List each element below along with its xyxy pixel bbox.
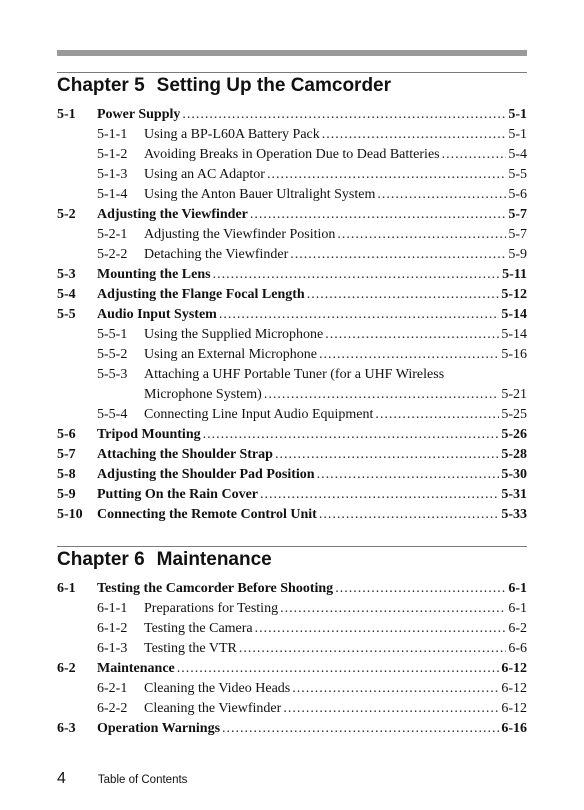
entry-title: Using an External Microphone: [144, 347, 318, 362]
section-number: 5-9: [57, 487, 76, 502]
chapter-number: Chapter 5: [57, 75, 145, 96]
toc-entry[interactable]: [57, 225, 527, 245]
dot-leader: [255, 619, 507, 639]
section-number: 6-3: [57, 721, 76, 736]
dot-leader: [260, 485, 499, 505]
dot-leader: [213, 265, 501, 285]
entry-title: Tripod Mounting: [97, 427, 201, 442]
entry-title: Using the Anton Bauer Ultralight System: [144, 187, 376, 202]
toc-entry[interactable]: [57, 345, 527, 365]
dot-leader: [264, 385, 500, 405]
entry-title: Putting On the Rain Cover: [97, 487, 258, 502]
entry-title: Connecting the Remote Control Unit: [97, 507, 317, 522]
page-ref: 5-11: [502, 267, 527, 282]
dot-leader: [182, 105, 506, 125]
subsection-number: 5-1-1: [97, 127, 128, 142]
subsection-number: 5-5-4: [97, 407, 128, 422]
entry-title: Detaching the Viewfinder: [144, 247, 289, 262]
toc-entry[interactable]: [57, 579, 527, 599]
chapter-6-entries: [57, 579, 527, 739]
entry-title: Using a BP-L60A Battery Pack: [144, 127, 320, 142]
toc-entry[interactable]: [57, 639, 527, 659]
entry-title: Using the Supplied Microphone: [144, 327, 324, 342]
dot-leader: [275, 445, 499, 465]
entry-title: Operation Warnings: [97, 721, 221, 736]
toc-entry[interactable]: [57, 505, 527, 525]
page-ref: 6-6: [508, 641, 527, 656]
toc-entry[interactable]: [57, 105, 527, 125]
toc-entry[interactable]: [57, 719, 527, 739]
dot-leader: [177, 659, 500, 679]
toc-entry[interactable]: [57, 485, 527, 505]
toc-entry[interactable]: [57, 245, 527, 265]
toc-entry[interactable]: [57, 405, 527, 425]
section-number: 6-2: [57, 661, 76, 676]
page-footer: [57, 770, 187, 788]
dot-leader: [319, 505, 499, 525]
entry-title: Adjusting the Shoulder Pad Position: [97, 467, 315, 482]
toc-entry[interactable]: [57, 365, 527, 385]
toc-entry[interactable]: [57, 465, 527, 485]
toc-entry[interactable]: [57, 325, 527, 345]
section-number: 5-7: [57, 447, 76, 462]
toc-entry[interactable]: [57, 599, 527, 619]
page-ref: 5-28: [501, 447, 527, 462]
toc-entry[interactable]: [57, 125, 527, 145]
page-number: 4: [57, 770, 66, 787]
chapter-number: Chapter 6: [57, 549, 145, 570]
dot-leader: [337, 225, 506, 245]
entry-title: Testing the Camera: [144, 621, 253, 636]
dot-leader: [319, 345, 499, 365]
subsection-number: 5-2-2: [97, 247, 128, 262]
entry-title: Maintenance: [97, 661, 175, 676]
toc-entry[interactable]: [57, 659, 527, 679]
top-rule-bar: [57, 50, 527, 56]
section-number: 5-2: [57, 207, 76, 222]
section-number: 5-5: [57, 307, 76, 322]
section-number: 5-3: [57, 267, 76, 282]
toc-entry[interactable]: [57, 165, 527, 185]
page-ref: 5-1: [508, 127, 527, 142]
page-ref: 5-33: [501, 507, 527, 522]
page-ref: 6-1: [508, 601, 527, 616]
page-ref: 5-26: [501, 427, 527, 442]
section-number: 6-1: [57, 581, 76, 596]
subsection-number: 6-1-3: [97, 641, 128, 656]
dot-leader: [375, 405, 499, 425]
page-ref: 5-6: [508, 187, 527, 202]
page-ref: 5-30: [501, 467, 527, 482]
chapter-rule: [57, 72, 527, 73]
toc-entry[interactable]: [57, 425, 527, 445]
entry-title: Using an AC Adaptor: [144, 167, 265, 182]
entry-title: Microphone System): [144, 387, 262, 402]
entry-title: Testing the Camcorder Before Shooting: [97, 581, 334, 596]
section-number: 5-8: [57, 467, 76, 482]
page-ref: 5-4: [508, 147, 527, 162]
section-number: 5-4: [57, 287, 76, 302]
entry-title: Adjusting the Viewfinder: [97, 207, 248, 222]
chapter-title: [57, 74, 527, 98]
dot-leader: [307, 285, 500, 305]
subsection-number: 5-1-3: [97, 167, 128, 182]
dot-leader: [222, 719, 499, 739]
toc-entry[interactable]: [57, 305, 527, 325]
entry-title: Adjusting the Viewfinder Position: [144, 227, 336, 242]
toc-entry[interactable]: [57, 445, 527, 465]
toc-entry[interactable]: [57, 265, 527, 285]
toc-entry[interactable]: [57, 679, 527, 699]
chapter-rule: [57, 546, 527, 547]
subsection-number: 5-5-1: [97, 327, 128, 342]
page-ref: 6-12: [501, 681, 527, 696]
page-ref: 5-5: [508, 167, 527, 182]
toc-entry[interactable]: [57, 145, 527, 165]
subsection-number: 6-2-2: [97, 701, 128, 716]
dot-leader: [250, 205, 506, 225]
subsection-number: 5-5-3: [97, 367, 128, 382]
page-ref: 6-12: [501, 661, 527, 676]
dot-leader: [267, 165, 506, 185]
page-ref: 5-7: [508, 227, 527, 242]
dot-leader: [442, 145, 507, 165]
chapter-title: [57, 548, 527, 572]
entry-title: Avoiding Breaks in Operation Due to Dead Batteries: [144, 147, 440, 162]
entry-title: Power Supply: [97, 107, 181, 122]
subsection-number: 6-1-1: [97, 601, 128, 616]
entry-title: Attaching the Shoulder Strap: [97, 447, 273, 462]
page-ref: 5-14: [501, 307, 527, 322]
page-ref: 5-16: [501, 347, 527, 362]
page-ref: 5-21: [501, 387, 527, 402]
chapter-name: Maintenance: [156, 549, 272, 570]
entry-title: Adjusting the Flange Focal Length: [97, 287, 305, 302]
footer-label: Table of Contents: [97, 774, 188, 786]
dot-leader: [322, 125, 507, 145]
page-ref: 5-14: [501, 327, 527, 342]
toc-entry[interactable]: [57, 619, 527, 639]
page-ref: 5-12: [501, 287, 527, 302]
toc-entry[interactable]: [57, 205, 527, 225]
subsection-number: 6-2-1: [97, 681, 128, 696]
page-ref: 6-1: [508, 581, 527, 596]
toc-entry[interactable]: [57, 385, 527, 405]
page-ref: 5-31: [501, 487, 527, 502]
dot-leader: [283, 699, 499, 719]
entry-title: Preparations for Testing: [144, 601, 279, 616]
page-ref: 5-1: [508, 107, 527, 122]
chapter-5-entries: [57, 105, 527, 525]
entry-title: Cleaning the Video Heads: [144, 681, 291, 696]
entry-title: Attaching a UHF Portable Tuner (for a UHF Wireless: [144, 367, 445, 382]
section-number: 5-10: [57, 507, 83, 522]
dot-leader: [325, 325, 499, 345]
section-number: 5-6: [57, 427, 76, 442]
subsection-number: 6-1-2: [97, 621, 128, 636]
subsection-number: 5-5-2: [97, 347, 128, 362]
toc-entry[interactable]: [57, 285, 527, 305]
section-number: 5-1: [57, 107, 76, 122]
subsection-number: 5-1-2: [97, 147, 128, 162]
page-ref: 6-12: [501, 701, 527, 716]
page-ref: 6-2: [508, 621, 527, 636]
dot-leader: [377, 185, 506, 205]
subsection-number: 5-2-1: [97, 227, 128, 242]
chapter-name: Setting Up the Camcorder: [156, 75, 392, 96]
dot-leader: [317, 465, 500, 485]
entry-title: Mounting the Lens: [97, 267, 211, 282]
dot-leader: [219, 305, 500, 325]
entry-title: Connecting Line Input Audio Equipment: [144, 407, 374, 422]
dot-leader: [280, 599, 506, 619]
entry-title: Cleaning the Viewfinder: [144, 701, 282, 716]
toc-entry[interactable]: [57, 699, 527, 719]
dot-leader: [292, 679, 499, 699]
toc-entry[interactable]: [57, 185, 527, 205]
page-ref: 6-16: [501, 721, 527, 736]
chapter-5-heading: [57, 72, 527, 98]
subsection-number: 5-1-4: [97, 187, 128, 202]
dot-leader: [335, 579, 506, 599]
entry-title: Audio Input System: [97, 307, 217, 322]
page-ref: 5-9: [508, 247, 527, 262]
chapter-6-heading: [57, 546, 527, 572]
dot-leader: [290, 245, 506, 265]
page-ref: 5-25: [501, 407, 527, 422]
dot-leader: [203, 425, 500, 445]
entry-title: Testing the VTR: [144, 641, 237, 656]
dot-leader: [239, 639, 506, 659]
page-ref: 5-7: [508, 207, 527, 222]
